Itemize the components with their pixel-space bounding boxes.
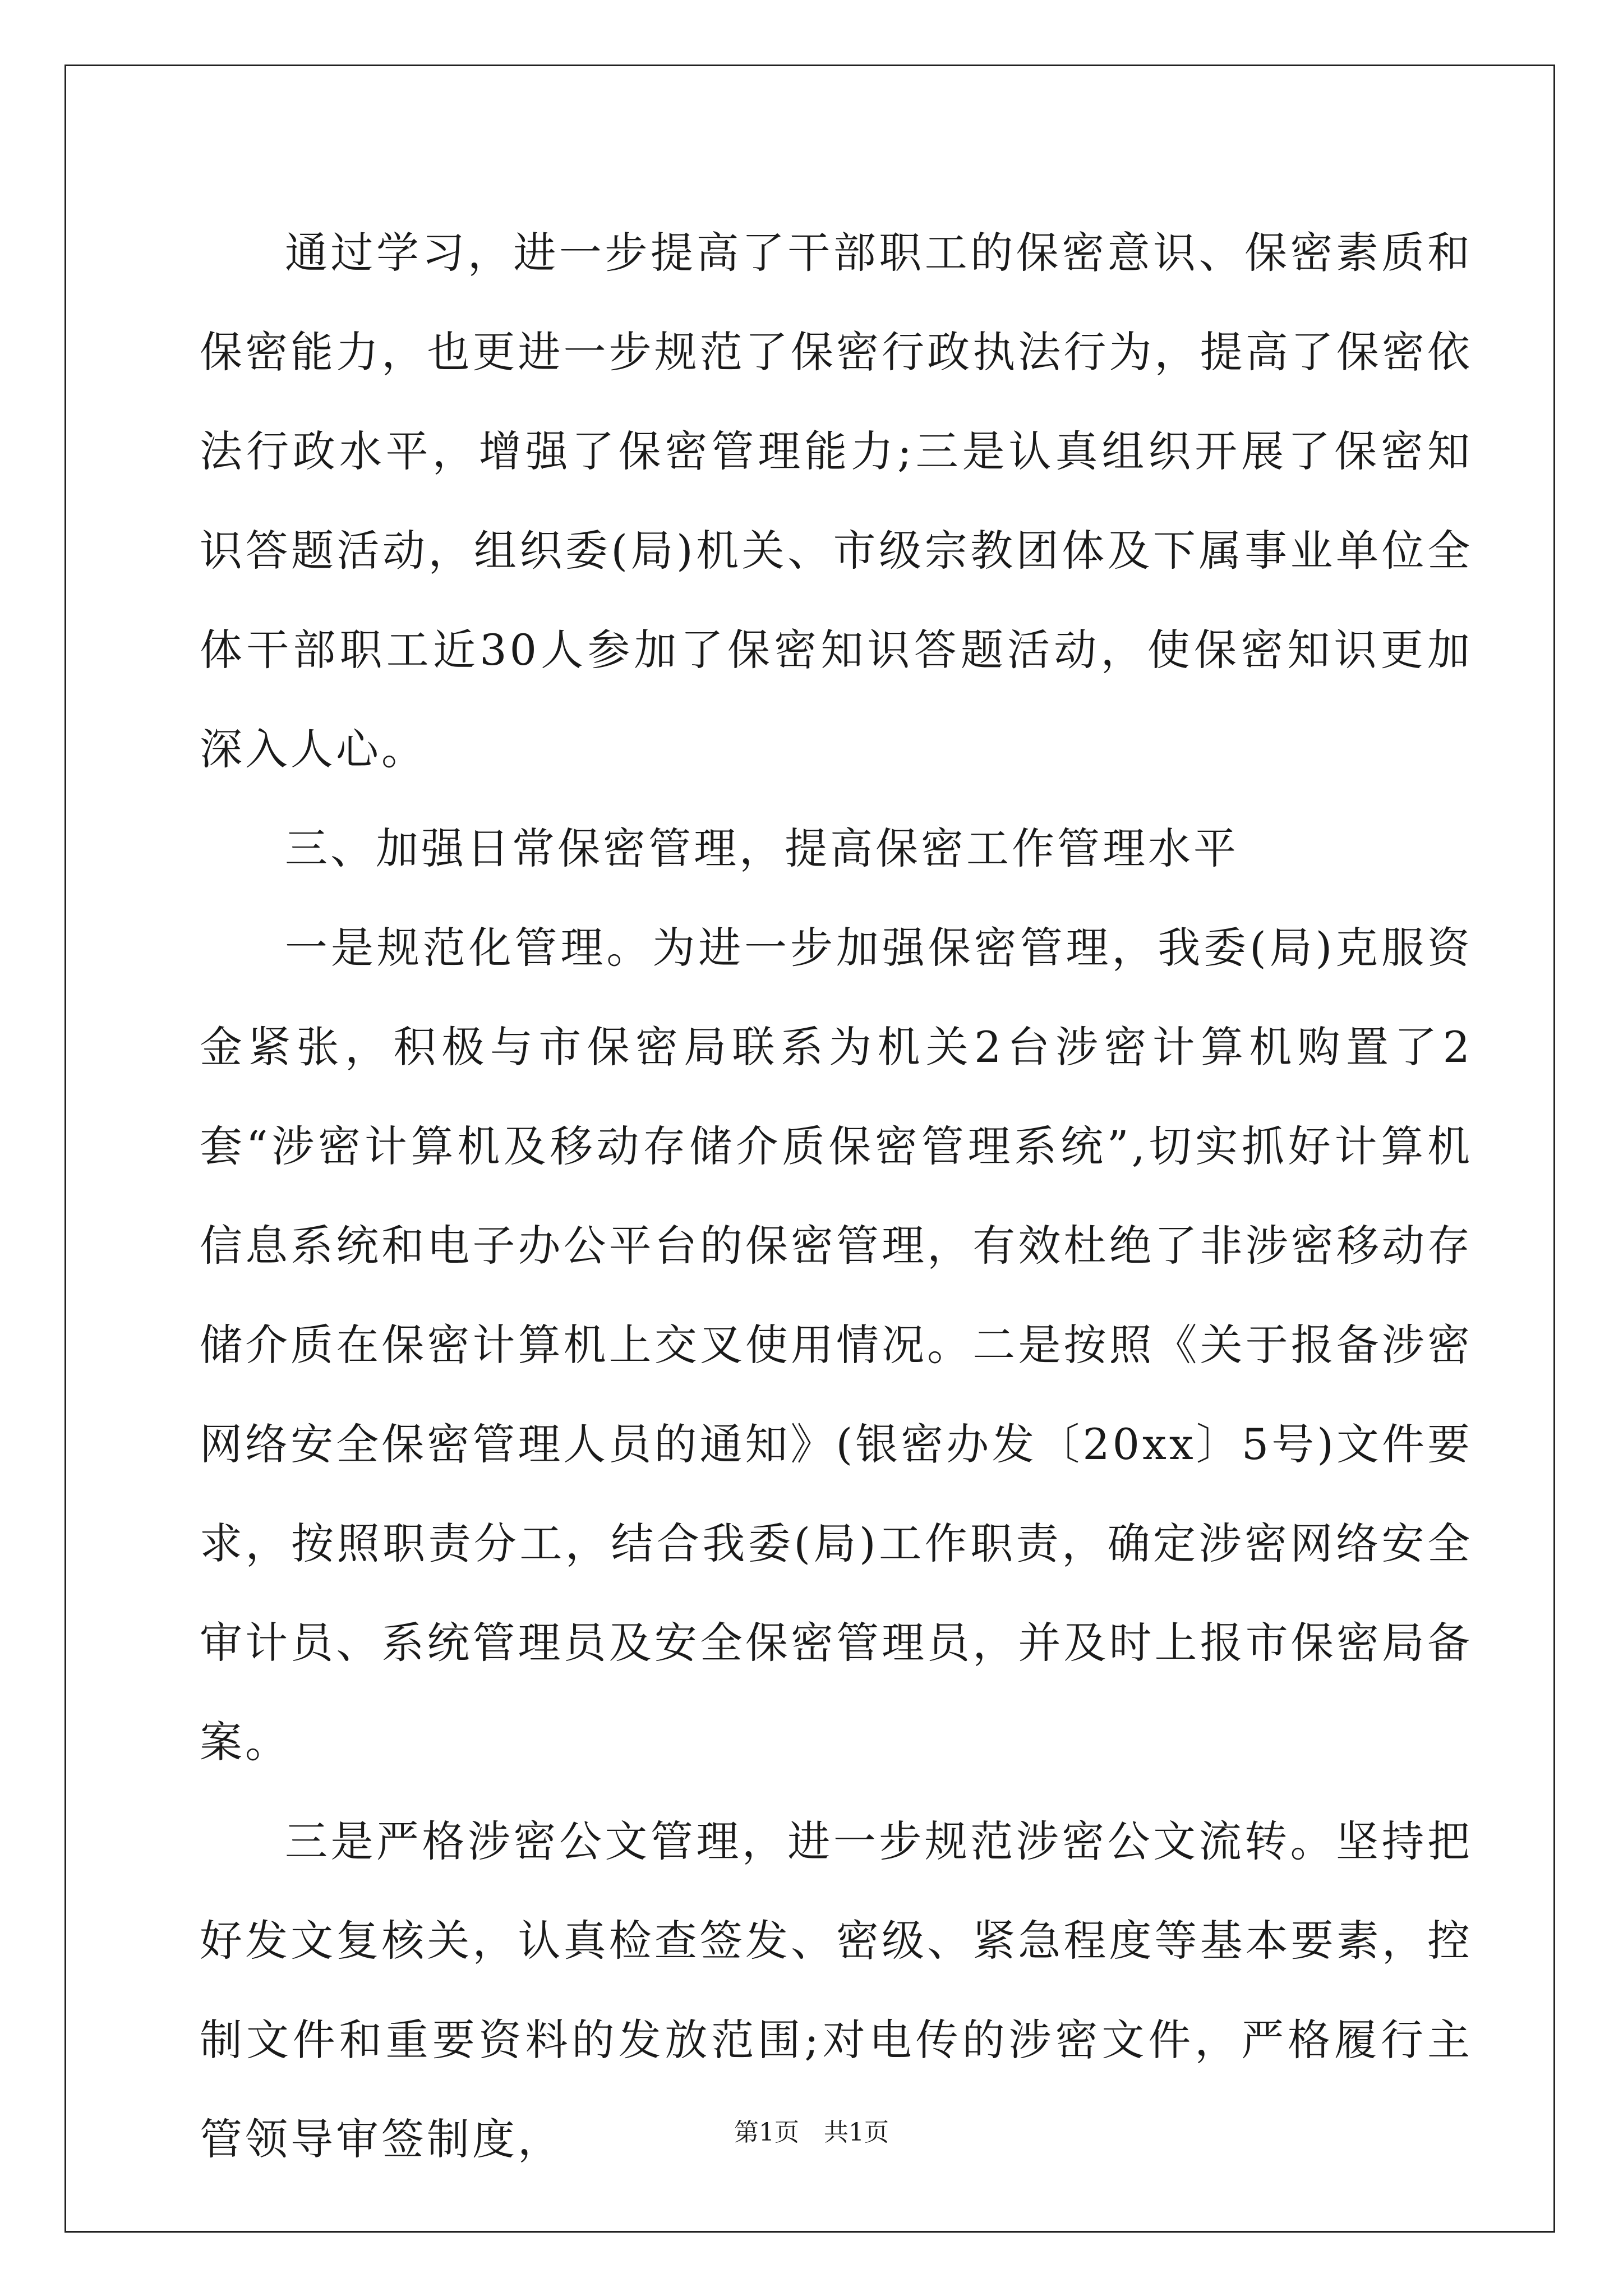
paragraph-3: 三是严格涉密公文管理，进一步规范涉密公文流转。坚持把好发文复核关，认真检查签发、密级、紧急程度等基本要素，控制文件和重要资料的发放范围;对电传的涉密文件，严格履行主管领导审签制度， <box>200 1816 1473 2164</box>
page-footer: 第1页 共1页 <box>734 2118 889 2147</box>
paragraph-2: 一是规范化管理。为进一步加强保密管理，我委(局)克服资金紧张，积极与市保密局联系为机关2台涉密计算机购置了2套“涉密计算机及移动存储介质保密管理系统”,切实抓好计算机信息系统和电子办公平台的保密管理，有效杜绝了非涉密移动存储介质在保密计算机上交叉使用情况。二是按照《关于报备涉密网络安全保密管理人员的通知》(银密办发〔20xx〕5号)文件要求，按照职责分工，结合我委(局)工作职责，确定涉密网络安全审计员、系统管理员及安全保密管理员，并及时上报市保密局备案。 <box>200 923 1473 1767</box>
section-heading: 三、加强日常保密管理，提高保密工作管理水平 <box>285 823 1239 873</box>
document-body <box>200 203 1473 2189</box>
paragraph-1: 通过学习，进一步提高了干部职工的保密意识、保密素质和保密能力，也更进一步规范了保密行政执法行为，提高了保密依法行政水平，增强了保密管理能力;三是认真组织开展了保密知识答题活动，组织委(局)机关、市级宗教团体及下属事业单位全体干部职工近30人参加了保密知识答题活动，使保密知识更加深入人心。 <box>200 228 1473 774</box>
